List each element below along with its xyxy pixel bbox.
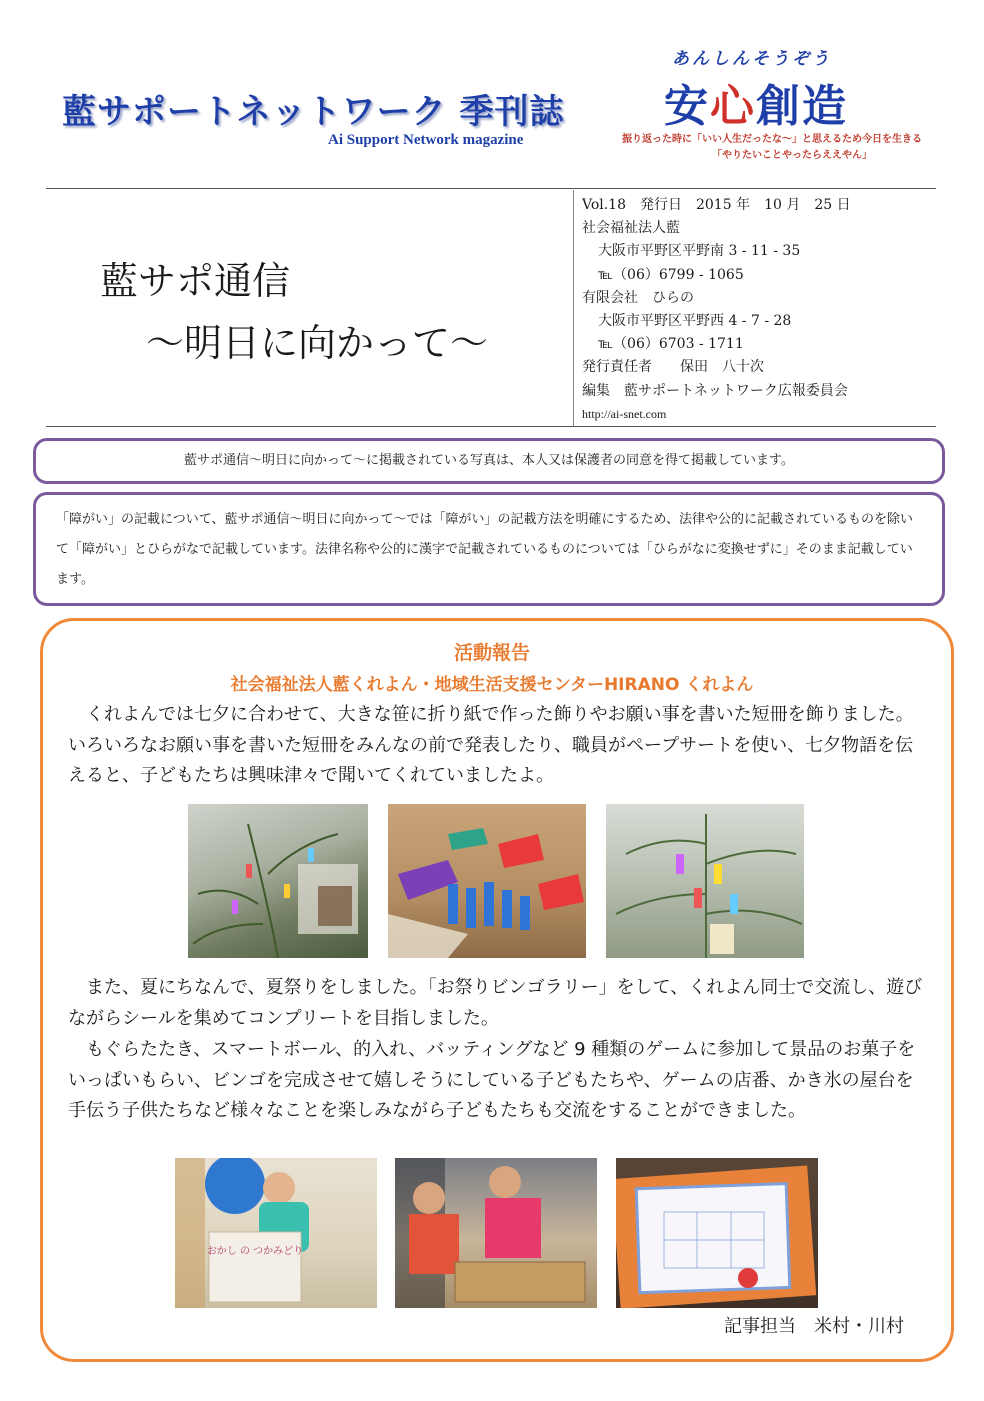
publication-info [582, 194, 942, 426]
org1-name: 社会福祉法人藍 [582, 220, 680, 237]
issue-line: Vol.18 発行日 2015 年 10 月 25 日 [582, 197, 851, 213]
header-vertical-divider [573, 190, 574, 426]
photo-bingo-card [616, 1158, 818, 1308]
editor-line: 編集 藍サポートネットワーク広報委員会 [582, 382, 848, 399]
logo-kanji-an: 安 [664, 81, 710, 132]
report-organization: 社会福祉法人藍くれよん・地域生活支援センターHIRANO くれよん [230, 675, 754, 695]
org2-tel: ℡（06）6703 - 1711 [598, 336, 744, 353]
org2-address: 大阪市平野区平野西 4 - 7 - 28 [598, 313, 792, 330]
photo-origami-decorations [388, 804, 586, 958]
newsletter-subtitle: ～明日に向かって～ [146, 321, 489, 365]
disability-notation-text: 「障がい」の記載について、藍サポ通信～明日に向かって～では「障がい」の記載方法を明確にするため、法律や公的に記載されているものを除いて「障がい」とひらがなで記載しています。法律名称や公的に漢字で記載されているものについては「ひらがなに変換せずに」そのまま記載しています。 [56, 512, 913, 587]
logo-tagline-2: 「やりたいことやったらええやん」 [712, 150, 872, 161]
header-divider-top [46, 188, 936, 189]
logo-kanji [664, 70, 848, 134]
logo-tagline-1: 振り返った時に「いい人生だったな～」と思えるため今日を生きる [622, 134, 922, 145]
logo-kanji-heart: 心 [710, 81, 756, 132]
org2-name: 有限会社 ひらの [582, 289, 694, 306]
photo-consent-notice [33, 438, 945, 484]
article-credit: 記事担当 米村・川村 [724, 1316, 904, 1337]
report-paragraph-festival: また、夏にちなんで、夏祭りをしました。「お祭りビンゴラリー」をして、くれよん同士で交流し、遊びながらシールを集めてコンプリートを目指しました。 [68, 977, 923, 1029]
anshin-souzou-logo [612, 44, 932, 164]
photo-consent-text: 藍サポ通信～明日に向かって～に掲載されている写真は、本人又は保護者の同意を得て掲載しています。 [184, 453, 794, 468]
magazine-subtitle: Ai Support Network magazine [328, 132, 524, 148]
candy-box-label: おかし の つかみどり [206, 1246, 304, 1257]
publisher-line: 発行責任者 保田 八十次 [582, 359, 764, 376]
report-paragraph-tanabata: くれよんでは七夕に合わせて、大きな笹に折り紙で作った飾りやお願い事を書いた短冊を飾りました。いろいろなお願い事を書いた短冊をみんなの前で発表したり、職員がペープサートを使い、七夕物語を伝えると、子どもたちは興味津々で聞いてくれていましたよ。 [68, 704, 914, 786]
photo-child-with-candy-box [175, 1158, 377, 1308]
org1-address: 大阪市平野区平野南 3 - 11 - 35 [598, 243, 801, 260]
photo-decorated-bamboo [606, 804, 804, 958]
report-heading: 活動報告 [453, 642, 530, 664]
photo-tanabata-bamboo [188, 804, 368, 958]
logo-kana: あんしんそうぞう [672, 49, 832, 69]
disability-notation-notice [33, 492, 945, 606]
magazine-title: 藍サポートネットワーク 季刊誌 [62, 92, 565, 132]
header-divider-bottom [46, 426, 936, 427]
photo-smart-ball-game [395, 1158, 597, 1308]
newsletter-title: 藍サポ通信 [100, 259, 291, 303]
logo-kanji-souzou: 創造 [756, 81, 848, 132]
org1-tel: ℡（06）6799 - 1065 [598, 266, 744, 283]
website-link[interactable]: http://ai-snet.com [582, 406, 667, 421]
report-paragraph-games: もぐらたたき、スマートボール、的入れ、バッティングなど 9 種類のゲームに参加して景品のお菓子をいっぱいもらい、ビンゴを完成させて嬉しそうにしている子どもたちや、ゲームの店番、かき氷の屋台を手伝う子供たちなど様々なことを楽しみながら子どもたちも交流をすることができました。 [68, 1039, 916, 1121]
